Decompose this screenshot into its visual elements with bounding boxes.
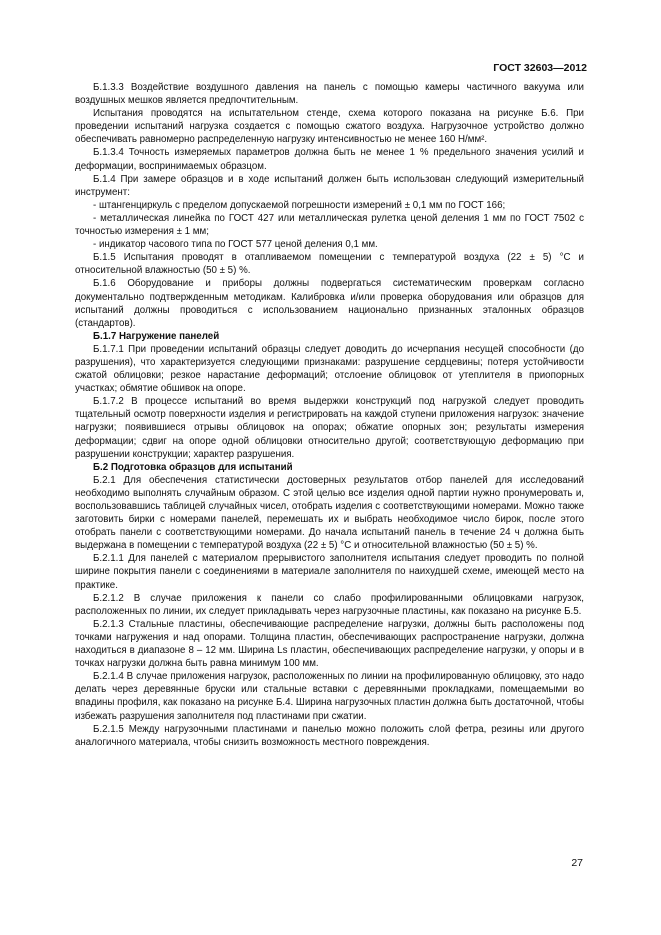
paragraph: Б.1.3.4 Точность измеряемых параметров должна быть не менее 1 % предельного значения усилий и деформации, воспринимаемых образцом. — [75, 147, 584, 172]
paragraph: Б.2.1.2 В случае приложения к панели со слабо профилированными облицовками нагрузок, расположенных по линии, их следует прикладывать через нагрузочные пластины, как показано на рисунке Б.5. — [75, 592, 584, 617]
section-heading: Б.1.7 Нагружение панелей — [93, 330, 220, 342]
paragraph: Б.2.1.1 Для панелей с материалом прерывистого заполнителя испытания следует проводить по полной ширине покрытия панели с соединениями в материале заполнителя по наихудшей схеме, имеющей место на практике. — [75, 553, 584, 591]
paragraph: Б.2.1 Для обеспечения статистически достоверных результатов отбор панелей для исследований необходимо выполнять случайным образом. С этой целью все изделия одной партии нужно пронумеровать и, воспользовавшись таблицей случайных чисел, отобрать изделия с соответствующими номерами. Можно также заготовить бирки с номерами панелей, перемешать их и выбрать необходимое число бирок, после этого отобрать панели с соответствующими номерами. До начала испытаний панель в течение 24 ч должна быть выдержана в помещении с температурой воздуха (22 ± 5) °С и относительной влажностью (50 ± 5) %. — [75, 474, 584, 552]
paragraph: Б.1.6 Оборудование и приборы должны подвергаться систематическим проверкам согласно документально подтвержденным методикам. Калибровка и/или проверка оборудования или образцов для испытаний должны проводиться с использованием национально признанных эталонных образцов (стандартов). — [75, 278, 584, 329]
paragraph: Б.2.1.3 Стальные пластины, обеспечивающие распределение нагрузки, должны быть расположены под точками нагружения и над опорами. Толщина пластин, обеспечивающих распространение нагрузки, должна находиться в диапазоне 8 – 12 мм. Ширина Ls пластин, обеспечивающих распределение нагрузки, у опоры и в точках нагрузки должна быть равна минимум 100 мм. — [75, 618, 584, 670]
list-item: - металлическая линейка по ГОСТ 427 или металлическая рулетка ценой деления 1 мм по ГОСТ 7502 с точностью измерения ± 1 мм; — [75, 212, 584, 238]
paragraph: Б.1.3.3 Воздействие воздушного давления на панель с помощью камеры частичного вакуума или воздушных мешков является предпочтительным. — [75, 82, 584, 107]
paragraph: Б.1.7.1 При проведении испытаний образцы следует доводить до исчерпания несущей способности (до разрушения), что характеризуется следующими признаками: разрушение сердцевины; потеря устойчивости сжатой облицовки; резкое нарастание деформаций; отслоение облицовок от утеплителя в приопорных участках; обмятие обшивок на опоре. — [75, 343, 584, 395]
document-code-header: ГОСТ 32603—2012 — [493, 62, 587, 74]
paragraph: Б.1.4 При замере образцов и в ходе испытаний должен быть использован следующий измерительный инструмент: — [75, 173, 584, 198]
paragraph: Б.2.1.4 В случае приложения нагрузок, расположенных по линии на профилированную облицовку, это надо делать через деревянные бруски или стальные вставки с деревянными прокладками, помещаемыми во впадины профиля, как показано на рисунке Б.4. Ширина нагрузочных пластин должна быть достаточной, чтобы избежать разрушения заполнителя под пластинами при сжатии. — [75, 671, 584, 722]
paragraph: Б.2.1.5 Между нагрузочными пластинами и панелью можно положить слой фетра, резины или другого аналогичного материала, чтобы снизить возможность местного повреждения. — [75, 723, 584, 748]
document-body — [75, 81, 584, 749]
section-heading: Б.2 Подготовка образцов для испытаний — [93, 461, 293, 473]
page-number: 27 — [571, 857, 583, 869]
paragraph: Б.1.5 Испытания проводят в отапливаемом помещении с температурой воздуха (22 ± 5) °С и относительной влажностью (50 ± 5) %. — [75, 252, 584, 277]
paragraph: Испытания проводятся на испытательном стенде, схема которого показана на рисунке Б.6. При проведении испытаний нагрузка создается с помощью сжатого воздуха. Нагрузочное устройство должно обеспечивать равномерно распределенную нагрузку интенсивностью не менее 160 Н/мм². — [75, 108, 584, 146]
list-item: - штангенциркуль с пределом допускаемой погрешности измерений ± 0,1 мм по ГОСТ 166; — [93, 199, 506, 211]
paragraph: Б.1.7.2 В процессе испытаний во время выдержки конструкций под нагрузкой следует проводить тщательный осмотр поверхности изделия и регистрировать на каждой ступени приложения нагрузок: значение нагрузки; появившиеся отрывы облицовок на опорах; обжатие опорных зон; результаты измерения деформации; сдвиг на опоре одной облицовки относительно другой; соответствующую деформацию при разрушении конструкции; характер разрушения. — [75, 396, 584, 460]
list-item: - индикатор часового типа по ГОСТ 577 ценой деления 0,1 мм. — [93, 239, 378, 251]
